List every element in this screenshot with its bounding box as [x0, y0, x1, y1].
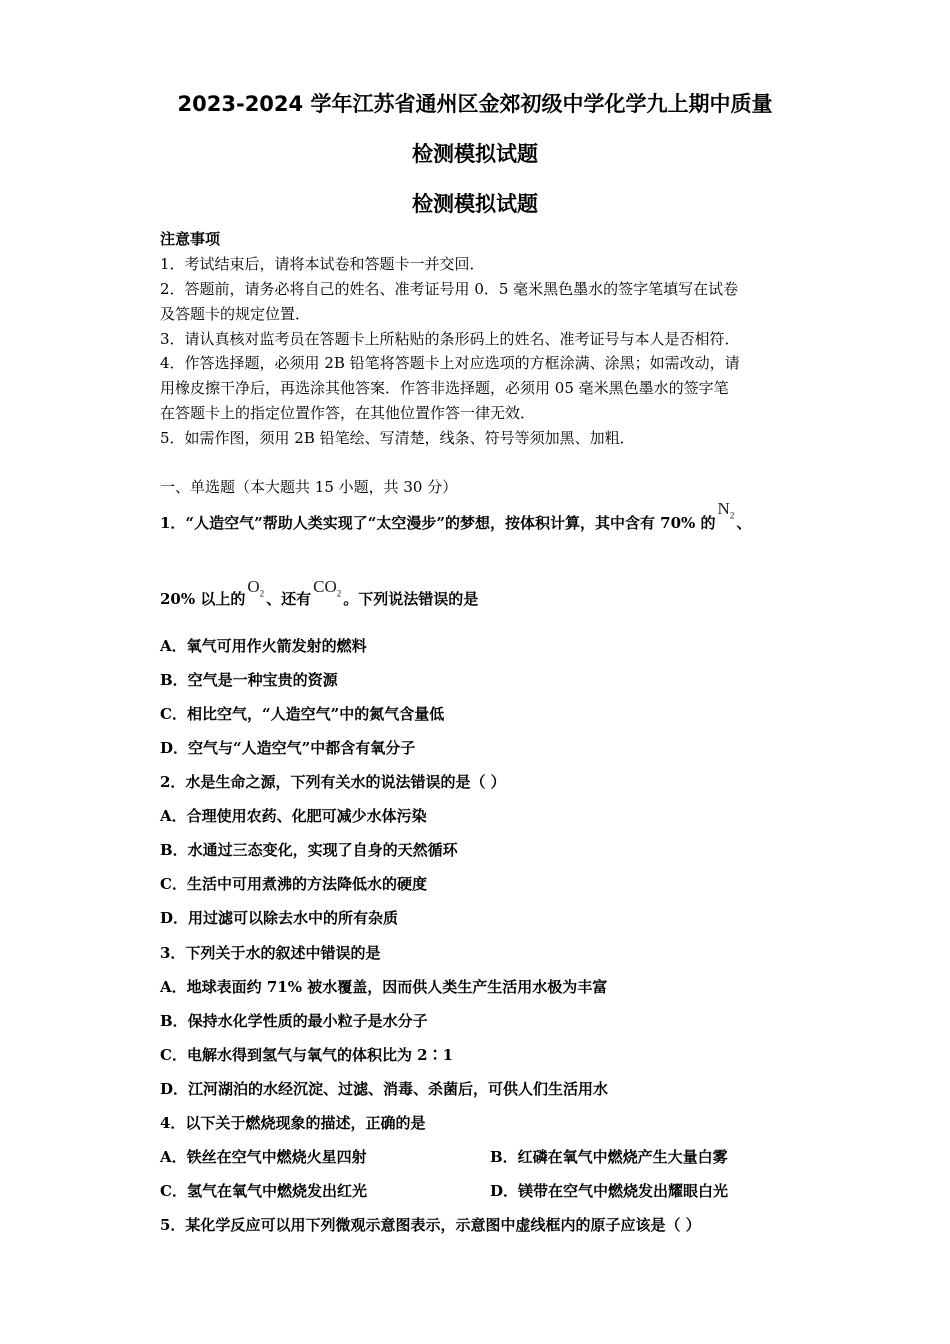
exam-title-line-1: 2023-2024 学年江苏省通州区金郊初级中学化学九上期中质量 [177, 92, 773, 116]
o2-formula: $O_2$ [247, 577, 265, 599]
question-3-option-c: C．电解水得到氢气与氧气的体积比为 2∶1 [160, 1046, 454, 1064]
q1-text-part: 1．“人造空气”帮助人类实现了“太空漫步”的梦想，按体积计算，其中含有 70% 的 [160, 514, 716, 532]
question-4-option-d: D．镁带在空气中燃烧发出耀眼白光 [490, 1182, 729, 1200]
question-2-stem: 2．水是生命之源，下列有关水的说法错误的是（ ） [160, 773, 506, 791]
question-2-option-b: B．水通过三态变化，实现了自身的天然循环 [160, 841, 458, 859]
q1-text-part: 、还有 [266, 590, 312, 608]
notice-line: 用橡皮擦干净后，再选涂其他答案．作答非选择题，必须用 05 毫米黑色墨水的签字笔 [160, 379, 729, 397]
co2-formula: $CO_2$ [313, 577, 342, 599]
question-4-option-b: B．红磷在氧气中燃烧产生大量白雾 [490, 1148, 728, 1166]
q1-text-part: 20% 以上的 [160, 590, 246, 608]
question-2-option-c: C．生活中可用煮沸的方法降低水的硬度 [160, 875, 427, 893]
notice-line: 1．考试结束后，请将本试卷和答题卡一并交回． [160, 255, 485, 273]
notice-heading: 注意事项 [160, 230, 221, 248]
q1-text-part: 。下列说法错误的是 [343, 590, 479, 608]
question-1-stem-line-2 [160, 577, 479, 610]
question-3-option-b: B．保持水化学性质的最小粒子是水分子 [160, 1012, 428, 1030]
n2-formula: $N_2$ [717, 499, 735, 521]
section-heading: 一、单选题（本大题共 15 小题，共 30 分） [160, 478, 458, 496]
question-1-stem-line-1 [160, 499, 752, 534]
question-1-option-d: D．空气与“人造空气”中都含有氧分子 [160, 739, 416, 757]
q1-text-part: 、 [736, 514, 752, 532]
question-2-option-d: D．用过滤可以除去水中的所有杂质 [160, 909, 399, 927]
question-4-options-row-2 [160, 1180, 800, 1201]
question-4-option-c: C．氢气在氧气中燃烧发出红光 [160, 1182, 367, 1200]
notice-line: 5．如需作图，须用 2B 铅笔绘、写清楚，线条、符号等须加黑、加粗． [160, 429, 635, 447]
question-3-option-d: D．江河湖泊的水经沉淀、过滤、消毒、杀菌后，可供人们生活用水 [160, 1080, 609, 1098]
question-1-option-b: B．空气是一种宝贵的资源 [160, 671, 338, 689]
exam-title-line-2: 检测模拟试题 [412, 142, 538, 166]
question-1-option-a: A．氧气可用作火箭发射的燃料 [160, 637, 367, 655]
notice-line: 3．请认真核对监考员在答题卡上所粘贴的条形码上的姓名、准考证号与本人是否相符． [160, 330, 740, 348]
notice-line: 2．答题前，请务必将自己的姓名、准考证号用 0．5 毫米黑色墨水的签字笔填写在试卷 [160, 280, 739, 298]
question-5-stem: 5．某化学反应可以用下列微观示意图表示，示意图中虚线框内的原子应该是（ ） [160, 1216, 701, 1234]
notice-line: 在答题卡上的指定位置作答，在其他位置作答一律无效． [160, 404, 536, 422]
question-4-stem: 4．以下关于燃烧现象的描述，正确的是 [160, 1114, 426, 1132]
notice-line: 4．作答选择题，必须用 2B 铅笔将答题卡上对应选项的方框涂满、涂黑；如需改动，请 [160, 354, 740, 372]
exam-title-line-3: 检测模拟试题 [412, 192, 538, 216]
question-4-options-row-1 [160, 1146, 800, 1167]
question-3-stem: 3．下列关于水的叙述中错误的是 [160, 944, 381, 962]
question-1-option-c: C．相比空气，“人造空气”中的氮气含量低 [160, 705, 445, 723]
question-3-option-a: A．地球表面约 71% 被水覆盖，因而供人类生产生活用水极为丰富 [160, 978, 608, 996]
question-4-option-a: A．铁丝在空气中燃烧火星四射 [160, 1148, 367, 1166]
question-2-option-a: A．合理使用农药、化肥可减少水体污染 [160, 807, 427, 825]
notice-line: 及答题卡的规定位置． [160, 305, 311, 323]
